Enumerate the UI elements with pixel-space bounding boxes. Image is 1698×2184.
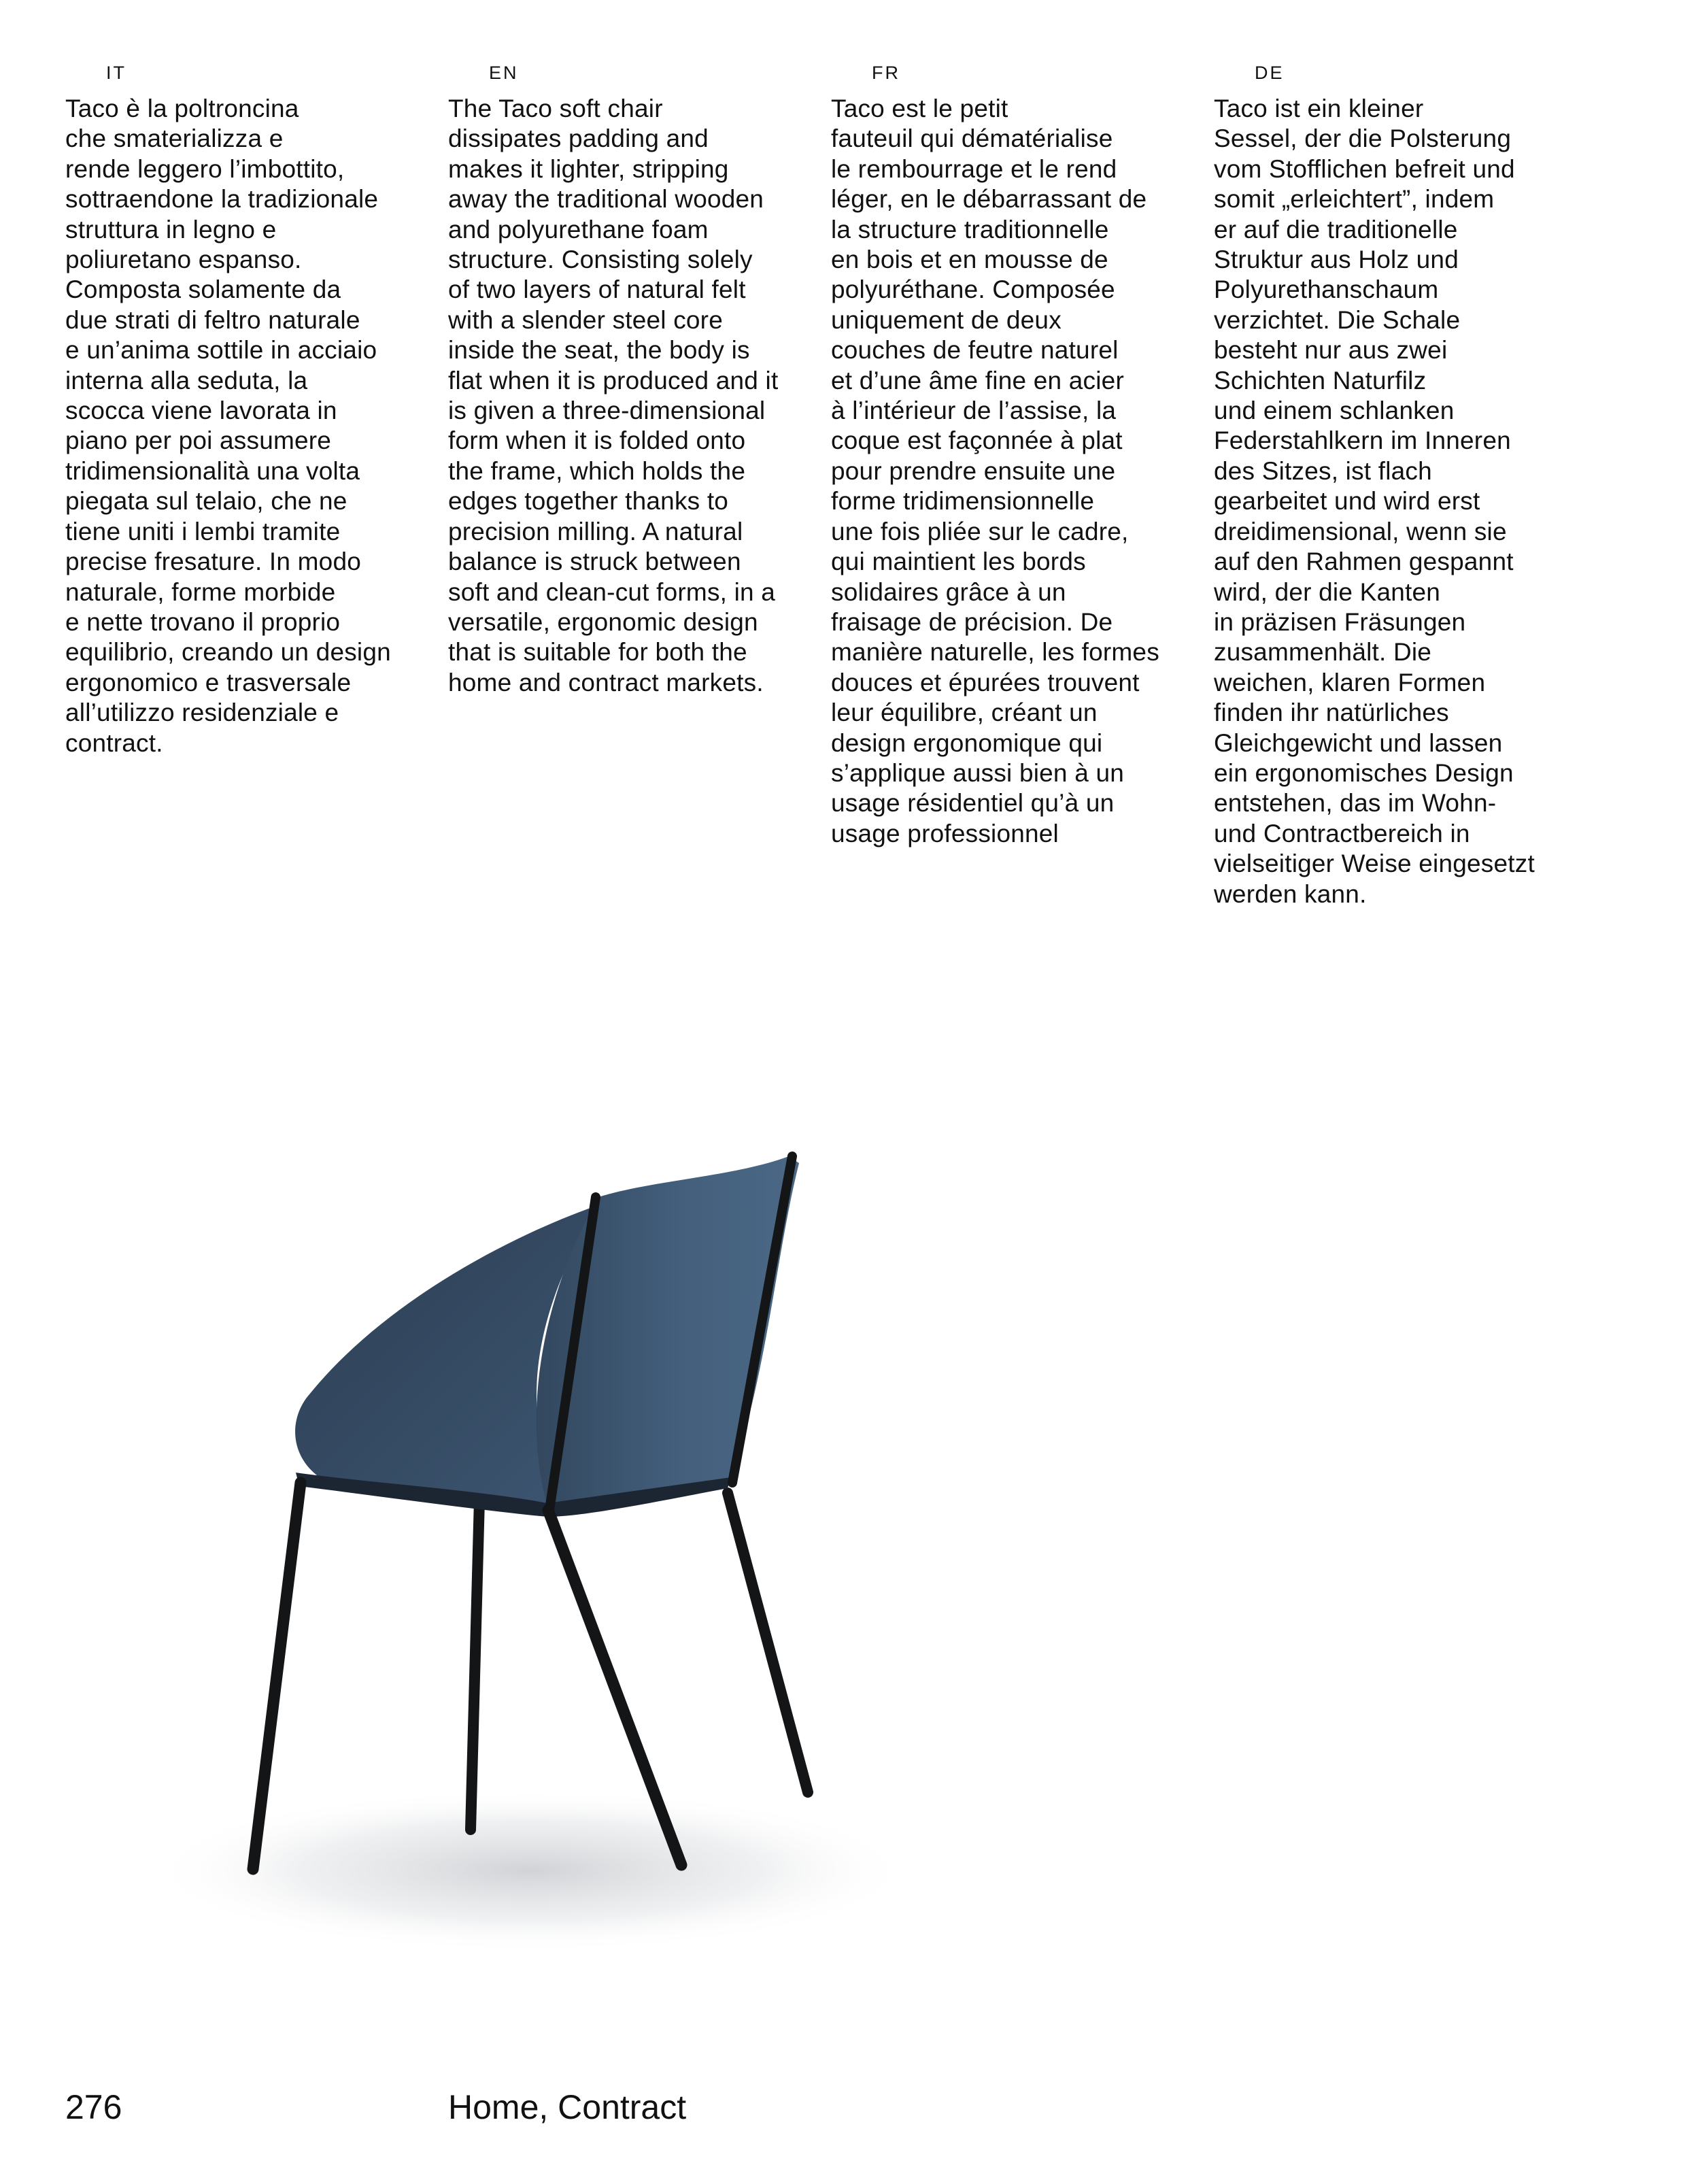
description-text-de: Taco ist ein kleiner Sessel, der die Polsterung vom Stofflichen befreit und somit „erleichtert”, indem er auf die traditionelle Struktur aus Holz und Polyurethanschaum verzichtet. Die Schale besteht nur aus zwei Schichten Naturfilz und einem schlanken Federstahlkern im Inneren des Sitzes, ist flach gearbeitet und wird erst dreidimensional, wenn sie auf den Rahmen gespannt wird, der die Kanten in präzisen Fräsungen zusammenhält. Die weichen, klaren Formen finden ihr natürliches Gleichgewicht und lassen ein ergonomisches Design entstehen, das im Wohn- und Contractbereich in vielseitiger Weise eingesetzt werden kann. bbox=[1214, 95, 1535, 908]
page-number: 276 bbox=[65, 2088, 122, 2126]
description-text-fr: Taco est le petit fauteuil qui dématérialise le rembourrage et le rend léger, en le débarrassant de la structure traditionnelle en bois et en mousse de polyuréthane. Composée uniquement de deux couches de feutre naturel et d’une âme fine en acier à l’intérieur de l’assise, la coque est façonnée à plat pour prendre ensuite une forme tridimensionnelle une fois pliée sur le cadre, qui maintient les bords solidaires grâce à un fraisage de précision. De manière naturelle, les formes douces et épurées trouvent leur équilibre, créant un design ergonomique qui s’applique aussi bien à un usage résidentiel qu’à un usage professionnel bbox=[831, 95, 1159, 847]
column-german bbox=[1214, 57, 1581, 909]
column-italian bbox=[65, 57, 432, 758]
language-label-fr: FR bbox=[872, 63, 900, 83]
column-french bbox=[831, 57, 1198, 849]
language-label-it: IT bbox=[106, 63, 126, 83]
section-label: Home, Contract bbox=[448, 2088, 687, 2126]
column-english bbox=[448, 57, 815, 698]
language-label-de: DE bbox=[1255, 63, 1285, 83]
description-text-it: Taco è la poltroncina che smaterializza e rende leggero l’imbottito, sottraendone la tradizionale struttura in legno e poliuretano espanso. Composta solamente da due strati di feltro naturale e un’anima sottile in acciaio interna alla seduta, la scocca viene lavorata in piano per poi assumere tridimensionalità una volta piegata sul telaio, che ne tiene uniti i lembi tramite precise fresature. In modo naturale, forme morbide e nette trovano il proprio equilibrio, creando un design ergonomico e trasversale all’utilizzo residenziale e contract. bbox=[65, 95, 391, 757]
language-label-en: EN bbox=[489, 63, 519, 83]
description-text-en: The Taco soft chair dissipates padding and makes it lighter, stripping away the traditional wooden and polyurethane foam structure. Consisting solely of two layers of natural felt with a slender steel core inside the seat, the body is flat when it is produced and it is given a three-dimensional form when it is folded onto the frame, which holds the edges together thanks to precision milling. A natural balance is struck between soft and clean-cut forms, in a versatile, ergonomic design that is suitable for both the home and contract markets. bbox=[448, 95, 779, 696]
chair-illustration bbox=[95, 1149, 979, 2034]
back-right-leg bbox=[728, 1493, 808, 1792]
chair-photo bbox=[95, 1149, 979, 2034]
back-left-leg bbox=[471, 1500, 479, 1830]
